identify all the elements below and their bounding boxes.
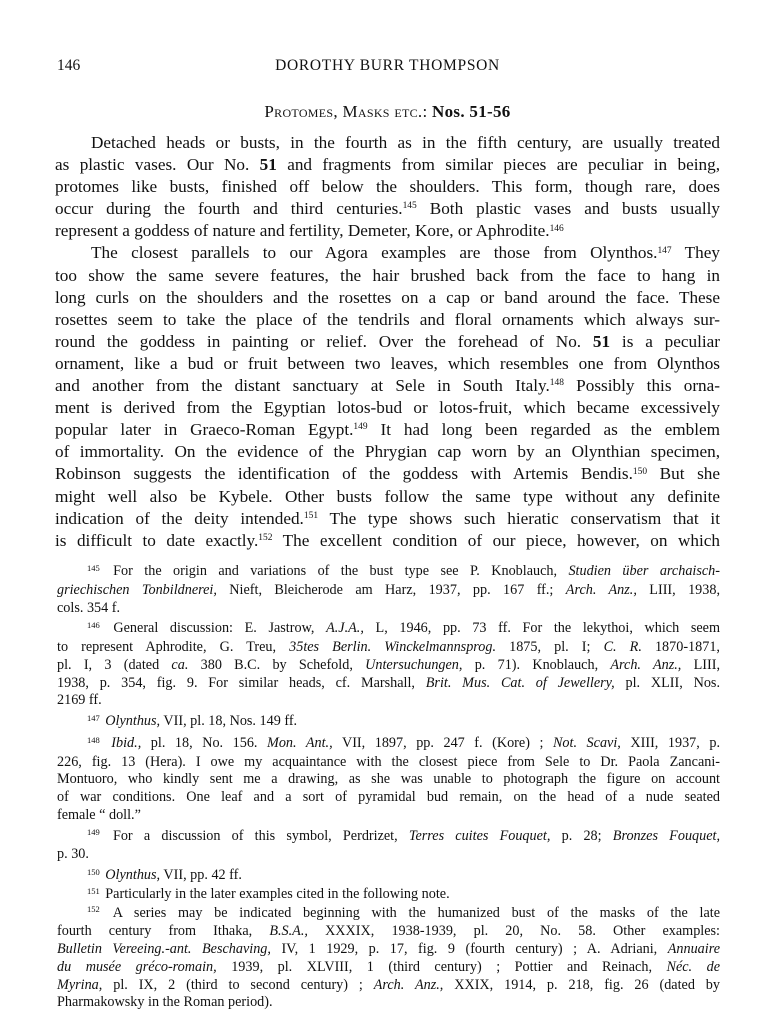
footnote-number: 152 xyxy=(87,904,100,915)
footnote-number: 150 xyxy=(87,866,100,877)
footnote-number: 148 xyxy=(87,734,100,745)
running-title-author: DOROTHY BURR THOMPSON xyxy=(275,57,500,74)
text-line: indication of the deity intended.$^{151}$ The type shows such hieratic conservatism that it xyxy=(55,508,720,528)
text-line: $^{148}$ Ibid., pl. 18, No. 156. Mon. Ant., VII, 1897, pp. 247 f. (Kore) ; Not. Scavi, XIII, 1937, p. xyxy=(87,734,721,751)
text-line: of war conditions. One leaf and a sort of pyramidal bud remain, on the head of a nude seated xyxy=(57,789,720,805)
footnote-150 xyxy=(57,867,720,886)
footnote-ref[interactable]: 148 xyxy=(549,378,564,389)
body-text xyxy=(55,132,720,552)
text-line: is difficult to date exactly.$^{152}$ The excellent condition of our piece, however, on which xyxy=(55,530,720,550)
text-line: du musée gréco-romain, 1939, pl. XLVIII, 1 (third century) ; Pottier and Reinach, Néc. de xyxy=(57,958,720,975)
text-line: The closest parallels to our Agora examples are those from Olynthos.$^{147}$ They xyxy=(91,243,720,263)
footnote-ref[interactable]: 152 xyxy=(258,532,273,543)
catalog-number: 51 xyxy=(259,155,277,175)
text-line: pl. I, 3 (dated ca. 380 B.C. by Schefold, Untersuchungen, p. 71). Knoblauch, Arch. Anz., LIII, xyxy=(57,656,721,673)
footnote-ref[interactable]: 149 xyxy=(353,422,368,433)
text-line: 1938, p. 354, fig. 9. For similar heads, cf. Marshall, Brit. Mus. Cat. of Jewellery, pl. XLII, Nos. xyxy=(57,674,721,691)
text-line: Detached heads or busts, in the fourth as in the fifth century, are usually treated xyxy=(91,133,720,152)
footnote-146 xyxy=(57,620,720,710)
text-line: of immortality. On the evidence of the Phrygian cap worn by an Olynthian specimen, xyxy=(55,442,720,462)
footnotes xyxy=(57,563,720,1012)
text-line: round the goddess in painting or relief. Over the forehead of No. 51 is a peculiar xyxy=(55,331,720,351)
paragraph-2 xyxy=(55,242,720,551)
section-heading xyxy=(57,102,718,122)
catalog-number: 51 xyxy=(592,331,611,351)
text-line: to represent Aphrodite, G. Treu, 35tes Berlin. Winckelmannsprog. 1875, pl. I; C. R. 1870-1871, xyxy=(57,639,720,655)
footnote-number: 145 xyxy=(87,562,100,573)
footnote-number: 146 xyxy=(87,620,100,630)
text-line: occur during the fourth and third centuries.$^{145}$ Both plastic vases and busts usually xyxy=(55,199,721,219)
text-line: griechischen Tonbildnerei, Nieft, Bleicherode am Harz, 1937, pp. 167 ff.; Arch. Anz., LIII, 1938, xyxy=(57,581,721,598)
text-line: 2169 ff. xyxy=(57,692,102,709)
footnote-147 xyxy=(57,713,720,732)
paragraph-1 xyxy=(55,132,720,242)
text-line: $^{150}$ Olynthus, VII, pp. 42 ff. xyxy=(87,866,242,883)
section-numbers: Nos. 51-56 xyxy=(432,102,511,121)
text-line: popular later in Graeco-Roman Egypt.$^{149}$ It had long been regarded as the emblem xyxy=(55,420,720,440)
text-line: fourth century from Ithaka, B.S.A., XXXIX, 1938-1939, pl. 20, No. 58. Other examples: xyxy=(57,923,720,940)
section-title: Protomes, Masks etc.: xyxy=(264,102,433,121)
footnote-148 xyxy=(57,735,720,825)
text-line: Bulletin Vereeing.-ant. Beschaving, IV, 1 1929, p. 17, fig. 9 (fourth century) ; A. Adriani, Annuaire xyxy=(57,941,720,957)
text-line: protomes like busts, finished off below the shoulders. This form, though rare, does xyxy=(55,177,720,197)
running-head xyxy=(57,57,718,81)
footnote-number: 147 xyxy=(87,712,100,723)
footnote-151 xyxy=(57,886,720,905)
text-line: cols. 354 f. xyxy=(57,599,121,616)
text-line: 226, fig. 13 (Hera). I owe my acquaintance with the closest piece from Sele to Dr. Paola Zancani- xyxy=(57,753,720,770)
text-line: Montuoro, who kindly sent me a drawing, as she was unable to photograph the figure on account xyxy=(57,771,720,788)
footnote-ref[interactable]: 151 xyxy=(303,510,319,521)
footnote-ref[interactable]: 147 xyxy=(657,245,672,256)
text-line: $^{151}$ Particularly in the later examples cited in the following note. xyxy=(87,885,450,902)
text-line: female “ doll.” xyxy=(57,806,141,823)
page-number: 146 xyxy=(57,57,81,74)
footnote-149 xyxy=(57,828,720,865)
text-line: might well also be Kybele. Other busts follow the same type without any definite xyxy=(55,486,720,506)
text-line: Pharmakowsky in the Roman period). xyxy=(57,994,273,1011)
text-line: $^{147}$ Olynthus, VII, pl. 18, Nos. 149 ff. xyxy=(87,712,298,729)
text-line: too show the same severe features, the hair brushed back from the face to hang in xyxy=(55,265,720,285)
text-line: $^{145}$ For the origin and variations of the bust type see P. Knoblauch, Studien über archaisch- xyxy=(87,562,720,579)
text-line: ornament, like a bud or fruit between two leaves, which resembles one from Olynthos xyxy=(55,353,720,373)
text-line: p. 30. xyxy=(57,846,89,863)
text-line: $^{149}$ For a discussion of this symbol, Perdrizet, Terres cuites Fouquet, p. 28; Bronzes Fouquet, xyxy=(87,827,721,844)
text-line: rosettes seem to take the place of the tendrils and floral ornaments which always sur- xyxy=(55,309,720,329)
footnote-number: 151 xyxy=(87,885,100,896)
text-line: Robinson suggests the identification of the goddess with Artemis Bendis.$^{150}$ But she xyxy=(55,464,720,484)
text-line: long curls on the shoulders and the rosettes on a cap or band around the face. These xyxy=(55,287,720,307)
footnote-145 xyxy=(57,563,720,617)
footnote-ref[interactable]: 150 xyxy=(632,466,648,477)
footnote-ref[interactable]: 146 xyxy=(549,223,564,234)
text-line: represent a goddess of nature and fertility, Demeter, Kore, or Aphrodite.$^{146}$ xyxy=(55,221,564,241)
text-line: Myrina, pl. IX, 2 (third to second century) ; Arch. Anz., XXIX, 1914, p. 218, fig. 26 (dated by xyxy=(57,976,720,993)
text-line: ment is derived from the Egyptian lotos-bud or lotos-fruit, which became excessively xyxy=(55,398,720,418)
footnote-152 xyxy=(57,905,720,1013)
text-line: and another from the distant sanctuary at Sele in South Italy.$^{148}$ Possibly this orna- xyxy=(55,376,720,396)
text-line: as plastic vases. Our No. 51 and fragments from similar pieces are peculiar in being, xyxy=(55,155,720,175)
footnote-ref[interactable]: 145 xyxy=(402,201,417,212)
footnote-number: 149 xyxy=(87,827,100,838)
text-line: $^{146}$ General discussion: E. Jastrow, A.J.A., L, 1946, pp. 73 ff. For the lekythoi, which seem xyxy=(87,620,720,637)
text-line: $^{152}$ A series may be indicated beginning with the humanized bust of the masks of the late xyxy=(87,904,720,921)
